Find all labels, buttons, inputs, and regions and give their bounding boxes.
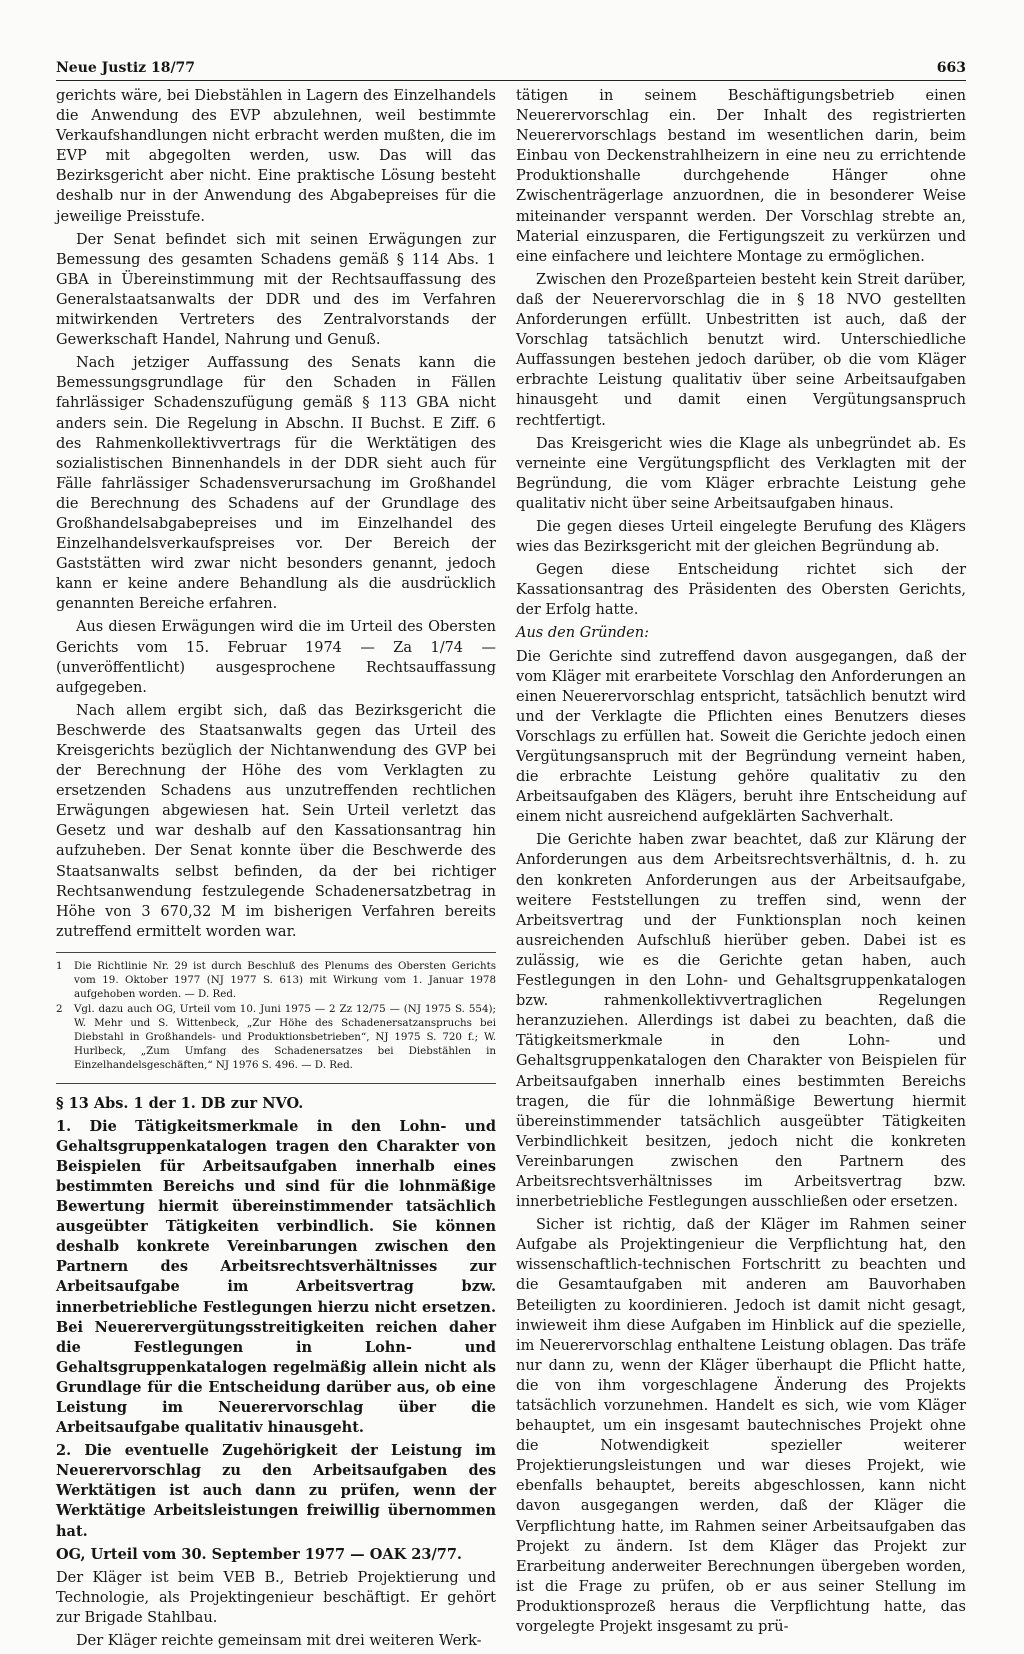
paragraph: Die gegen dieses Urteil eingelegte Berufung des Klägers wies das Bezirksgericht mit der gleichen Begründung ab. xyxy=(516,518,966,556)
paragraph: Die Gerichte haben zwar beachtet, daß zur Klärung der Anforderungen aus dem Arbeitsrechtsverhältnis, d. h. zu den konkreten Anforderungen aus der Arbeitsaufgabe, weitere Feststellungen zu treffen sind, wenn der Arbeitsvertrag und der Funktionsplan noch keinen ausreichenden Aufschluß hierüber geben. Dabei ist es zulässig, wie es die Gerichte getan haben, auch Festlegungen in den Lohn- und Gehaltsgruppenkatalogen bzw. rahmenkollektivvertraglichen Regelungen heranzuziehen. Allerdings ist dabei zu beachten, daß die Tätigkeitsmerkmale in den Lohn- und Gehaltsgruppenkatalogen den Charakter von Beispielen für Arbeitsaufgaben innerhalb eines bestimmten Bereichs tragen, die für die lohnmäßige Bewertung hiermit übereinstimmender tatsächlich ausgeübter Tätigkeiten Verbindlichkeit besitzen, jedoch nicht die konkreten Vereinbarungen zwischen den Partnern des Arbeitsrechtsverhältnisses im Arbeitsvertrag bzw. innerbetriebliche Festlegungen ausschließen oder ersetzen. xyxy=(516,832,966,1211)
footnote-text: Vgl. dazu auch OG, Urteil vom 10. Juni 1975 — 2 Zz 12/75 — (NJ 1975 S. 554); W. Mehr und S. Wittenbeck, „Zur Höhe des Schadenersatzanspruchs bei Diebstahl in Großhandels- und Produktionsbetrieben“, NJ 1975 S. 720 f.; W. Hurlbeck, „Zum Umfang des Schadenersatzes bei Diebstählen in Einzelhandelsgeschäften,“ NJ 1976 S. 496. — D. Red. xyxy=(74,1002,496,1072)
running-header xyxy=(56,60,966,81)
footnote-text: Die Richtlinie Nr. 29 ist durch Beschluß des Plenums des Obersten Gerichts vom 19. Oktober 1977 (NJ 1977 S. 613) mit Wirkung vom 1. Januar 1978 aufgehoben worden. — D. Red. xyxy=(74,959,496,1001)
paragraph: Zwischen den Prozeßparteien besteht kein Streit darüber, daß der Neuerervorschlag die in § 18 NVO gestellten Anforderungen erfüllt. Unbestritten ist auch, daß der Vorschlag tatsächlich benutzt wird. Unterschiedliche Auffassungen bestehen jedoch darüber, ob die vom Kläger erbrachte Leistung qualitativ über seine Arbeitsaufgaben hinausgeht und damit einen Vergütungsanspruch rechtfertigt. xyxy=(516,271,966,429)
headnote-2: 2. Die eventuelle Zugehörigkeit der Leistung im Neuerervorschlag zu den Arbeitsaufgaben des Werktätigen ist auch dann zu prüfen, wenn der Werktätige Arbeitsleistungen freiwillig übernommen hat. xyxy=(56,1442,496,1540)
paragraph: Nach allem ergibt sich, daß das Bezirksgericht die Beschwerde des Staatsanwalts gegen das Urteil des Kreisgerichts bezüglich der Nichtanwendung des GVP bei der Berechnung der Höhe des vom Verklagten zu ersetzenden Schadens aus unzutreffenden rechtlichen Erwägungen abgewiesen hat. Sein Urteil verletzt das Gesetz und war deshalb auf den Kassationsantrag hin aufzuheben. Der Senat konnte über die Beschwerde des Staatsanwalts selbst befinden, da der bei richtiger Rechtsanwendung festzulegende Schadenersatzbetrag in Höhe von 3 670,32 M im bisherigen Verfahren bereits zutreffend ermittelt worden war. xyxy=(56,702,496,940)
paragraph: Nach jetziger Auffassung des Senats kann die Bemessungsgrundlage für den Schaden in Fällen fahrlässiger Schadenszufügung gemäß § 113 GBA nicht anders sein. Die Regelung in Abschn. II Buchst. E Ziff. 6 des Rahmenkollektivvertrags für die Werktätigen des sozialistischen Binnenhandels in der DDR sieht auch für Fälle fahrlässiger Schadensverursachung im Großhandel die Berechnung des Schadens auf der Grundlage des Großhandelsabgabepreises und im Einzelhandel des Einzelhandelsverkaufspreises vor. Der Bereich der Gaststätten wird zwar nicht besonders genannt, jedoch kann er keine andere Behandlung als die ausdrücklich genannten Bereiche erfahren. xyxy=(56,355,496,613)
journal-title: Neue Justiz 18/77 xyxy=(56,60,196,76)
footnotes xyxy=(56,952,496,1073)
footnote-number: 2 xyxy=(56,1002,63,1015)
headnote-1: 1. Die Tätigkeitsmerkmale in den Lohn- und Gehaltsgruppenkatalogen tragen den Charakter von Beispielen für Arbeitsaufgaben innerhalb eines bestimmten Bereichs und sind für die lohnmäßige Bewertung hiermit übereinstimmender tatsächlich ausgeübter Tätigkeiten verbindlich. Sie können deshalb konkrete Vereinbarungen zwischen den Partnern des Arbeitsrechtsverhältnisses zur Arbeitsaufgabe im Arbeitsvertrag bzw. innerbetriebliche Festlegungen hierzu nicht ersetzen. Bei Neuerervergütungsstreitigkeiten reichen daher die Festlegungen in Lohn- und Gehaltsgruppenkatalogen regelmäßig allein nicht als Grundlage für die Entscheidung darüber aus, ob eine Leistung im Neuerervorschlag über die Arbeitsaufgabe qualitativ hinausgeht. xyxy=(56,1117,496,1437)
left-column xyxy=(56,86,496,1654)
page-number: 663 xyxy=(936,60,966,76)
right-column xyxy=(516,86,966,1640)
paragraph: Das Kreisgericht wies die Klage als unbegründet ab. Es verneinte eine Vergütungspflicht des Verklagten mit der Begründung, die vom Kläger erbrachte Leistung gehe qualitativ nicht über seine Arbeitsaufgaben hinaus. xyxy=(516,435,966,512)
footnote xyxy=(56,1002,496,1073)
decision-citation: OG, Urteil vom 30. September 1977 — OAK 23/77. xyxy=(56,1545,462,1563)
paragraph: Der Kläger ist beim VEB B., Betrieb Projektierung und Technologie, als Projektingenieur beschäftigt. Er gehört zur Brigade Stahlbau. xyxy=(56,1569,496,1626)
footnote-number: 1 xyxy=(56,959,63,972)
paragraph: Die Gerichte sind zutreffend davon ausgegangen, daß der vom Kläger mit erarbeitete Vorschlag den Anforderungen an einen Neuerervorschlag entspricht, tatsächlich benutzt wird und der Verklagte die Pflichten eines Benutzers dieses Vorschlags zu erfüllen hat. Soweit die Gerichte jedoch einen Vergütungsanspruch mit der Begründung verneint haben, die erbrachte Leistung gehöre qualitativ zu den Arbeitsaufgaben des Klägers, beruht ihre Entscheidung auf einem nicht ausreichend aufgeklärten Sachverhalt. xyxy=(516,648,966,826)
footnote xyxy=(56,959,496,1002)
paragraph: Der Senat befindet sich mit seinen Erwägungen zur Bemessung des gesamten Schadens gemäß § 114 Abs. 1 GBA in Übereinstimmung mit der Rechtsauffassung des Generalstaatsanwalts der DDR und des im Verfahren mitwirkenden Vertreters des Zentralvorstands der Gewerkschaft Handel, Nahrung und Genuß. xyxy=(56,231,496,349)
paragraph: Der Kläger reichte gemeinsam mit drei weiteren Werk- xyxy=(76,1633,482,1649)
paragraph: Aus diesen Erwägungen wird die im Urteil des Obersten Gerichts vom 15. Februar 1974 — Za 1/74 — (unveröffentlicht) ausgesprochene Rechtsauffassung aufgegeben. xyxy=(56,619,496,696)
legal-reference-heading: § 13 Abs. 1 der 1. DB zur NVO. xyxy=(56,1094,304,1112)
paragraph: Sicher ist richtig, daß der Kläger im Rahmen seiner Aufgabe als Projektingenieur die Verpflichtung hat, den wissenschaftlich-technischen Fortschritt zu beachten und die Gesamtaufgaben mit anderen am Bauvorhaben Beteiligten zu koordinieren. Jedoch ist damit nicht gesagt, inwieweit ihm diese Aufgaben im Hinblick auf die spezielle, im Neuerervorschlag enthaltene Leistung oblagen. Das träfe nur dann zu, wenn der Kläger überhaupt die Pflicht hatte, die von ihm vorgeschlagene Änderung des Projekts tatsächlich vorzunehmen. Handelt es sich, wie vom Kläger behauptet, um ein insgesamt bautechnisches Projekt ohne die Notwendigkeit spezieller weiterer Projektierungsleistungen und war dieses Projekt, wie ebenfalls behauptet, bereits abgeschlossen, kann nicht davon ausgegangen werden, daß der Kläger die Verpflichtung hatte, im Rahmen seiner Arbeitsaufgaben das Projekt zu ändern. Ist dem Kläger das Projekt zur Erarbeitung anderweiter Berechnungen übergeben worden, ist die Frage zu prüfen, ob er aus seiner Stellung im Produktionsprozeß heraus die Verpflichtung hatte, das vorgelegte Projekt insgesamt zu prü- xyxy=(516,1217,966,1636)
paragraph: gerichts wäre, bei Diebstählen in Lagern des Einzelhandels die Anwendung des EVP abzulehnen, weil bestimmte Verkaufshandlungen nicht erbracht werden mußten, die im EVP mit abgegolten werden, usw. Das will das Bezirksgericht aber nicht. Eine praktische Lösung besteht deshalb nur in der Anwendung des Abgabepreises für die jeweilige Preisstufe. xyxy=(56,88,496,225)
section-heading-gruende: Aus den Gründen: xyxy=(516,625,649,642)
paragraph: Gegen diese Entscheidung richtet sich der Kassationsantrag des Präsidenten des Obersten Gerichts, der Erfolg hatte. xyxy=(516,562,966,619)
paragraph: tätigen in seinem Beschäftigungsbetrieb einen Neuerervorschlag ein. Der Inhalt des registrierten Neuerervorschlags bestand im wesentlichen darin, beim Einbau von Deckenstrahlheizern in eine neu zu errichtende Produktionshalle durchgehende Hänger ohne Zwischenträgerlage anzuordnen, die in besonderer Weise miteinander verspannt werden. Der Vorschlag strebte an, Material einzusparen, die Fertigungszeit zu verkürzen und eine einfachere und leichtere Montage zu ermöglichen. xyxy=(516,88,966,265)
section-divider xyxy=(56,1083,496,1084)
